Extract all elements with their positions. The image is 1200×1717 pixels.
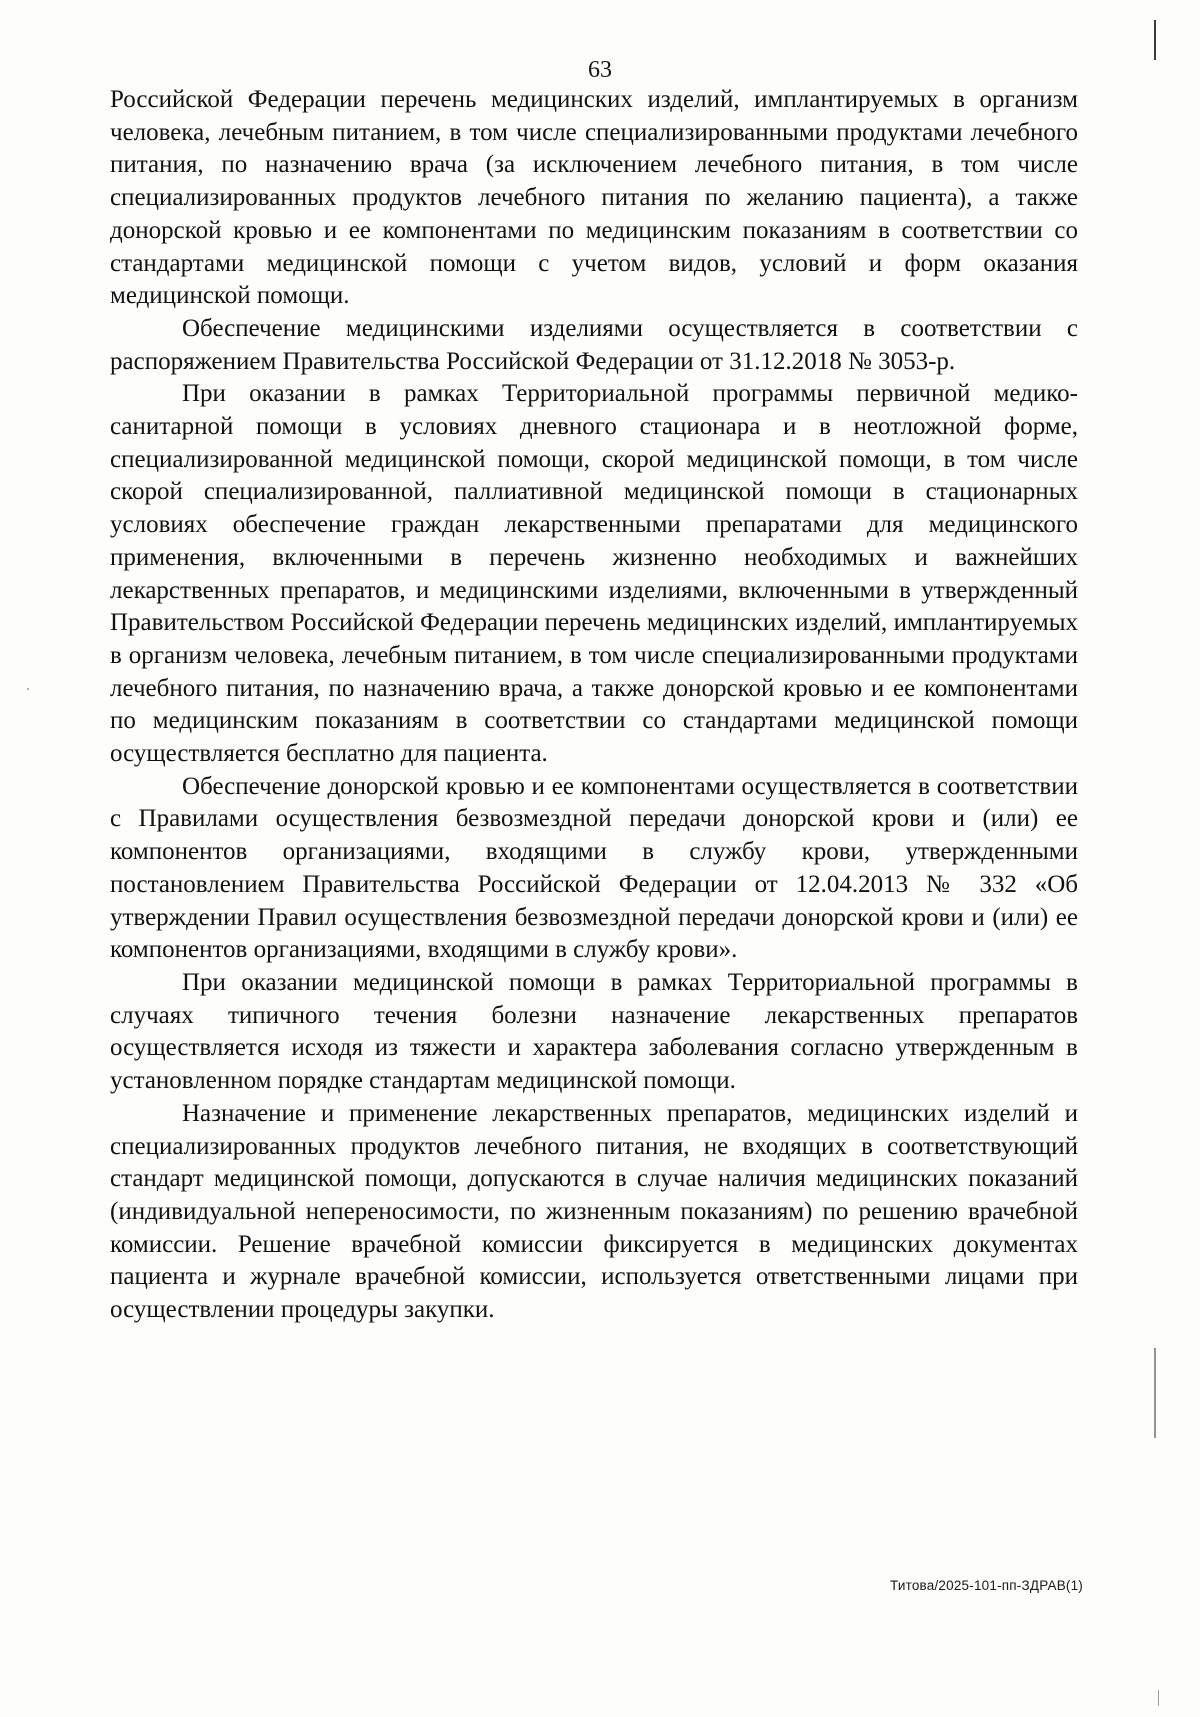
scan-edge-mark-middle (1154, 1348, 1156, 1438)
document-footer-code: Титова/2025-101-пп-ЗДРАВ(1) (890, 1578, 1083, 1593)
document-body (110, 84, 1078, 1327)
scan-edge-mark-bottom (1158, 1690, 1159, 1706)
paragraph-medical-commission: Назначение и применение лекарственных препаратов, медицинских изделий и специализированных продуктов лечебного питания, не входящих в соответствующий стандарт медицинской помощи, допускаются в случае наличия медицинских показаний (индивидуальной непереносимости, по жизненным показаниям) по решению врачебной комиссии. Решение врачебной комиссии фиксируется в медицинских документах пациента и журнале врачебной комиссии, используется ответственными лицами при осуществлении процедуры закупки. (110, 1099, 1078, 1324)
scan-edge-mark-top (1154, 20, 1156, 60)
paragraph-medical-devices: Обеспечение медицинскими изделиями осуществляется в соответствии с распоряжением Правительства Российской Федерации от 31.12.2018 № 3053-р. (110, 314, 1078, 375)
paragraph-continuation: Российской Федерации перечень медицинских изделий, имплантируемых в организм человека, лечебным питанием, в том числе специализированными продуктами лечебного питания, по назначению врача (за исключением лечебного питания, в том числе специализированных продуктов лечебного питания по желанию пациента), а также донорской кровью и ее компонентами по медицинским показаниям в соответствии со стандартами медицинской помощи с учетом видов, условий и форм оказания медицинской помощи. (110, 86, 1078, 310)
scan-speck (27, 688, 29, 690)
paragraph-free-provision: При оказании в рамках Территориальной программы первичной медико-санитарной помощи в условиях дневного стационара и в неотложной форме, специализированной медицинской помощи, скорой медицинской помощи, в том числе скорой специализированной, паллиативной медицинской помощи в стационарных условиях обеспечение граждан лекарственными препаратами для медицинского применения, включенными в перечень жизненно необходимых и важнейших лекарственных препаратов, и медицинскими изделиями, включенными в утвержденный Правительством Российской Федерации перечень медицинских изделий, имплантируемых в организм человека, лечебным питанием, в том числе специализированными продуктами лечебного питания, по назначению врача, а также донорской кровью и ее компонентами по медицинским показаниям в соответствии со стандартами медицинской помощи осуществляется бесплатно для пациента. (110, 380, 1078, 768)
paragraph-donor-blood: Обеспечение донорской кровью и ее компонентами осуществляется в соответствии с Правилами осуществления безвозмездной передачи донорской крови и (или) ее компонентов организациями, входящими в службу крови, утвержденными постановлением Правительства Российской Федерации от 12.04.2013 № 332 «Об утверждении Правил осуществления безвозмездной передачи донорской крови и (или) ее компонентов организациями, входящими в службу крови». (110, 772, 1078, 964)
paragraph-typical-course: При оказании медицинской помощи в рамках Территориальной программы в случаях типичного течения болезни назначение лекарственных препаратов осуществляется исходя из тяжести и характера заболевания согласно утвержденным в установленном порядке стандартам медицинской помощи. (110, 968, 1078, 1095)
page-number: 63 (588, 57, 612, 83)
